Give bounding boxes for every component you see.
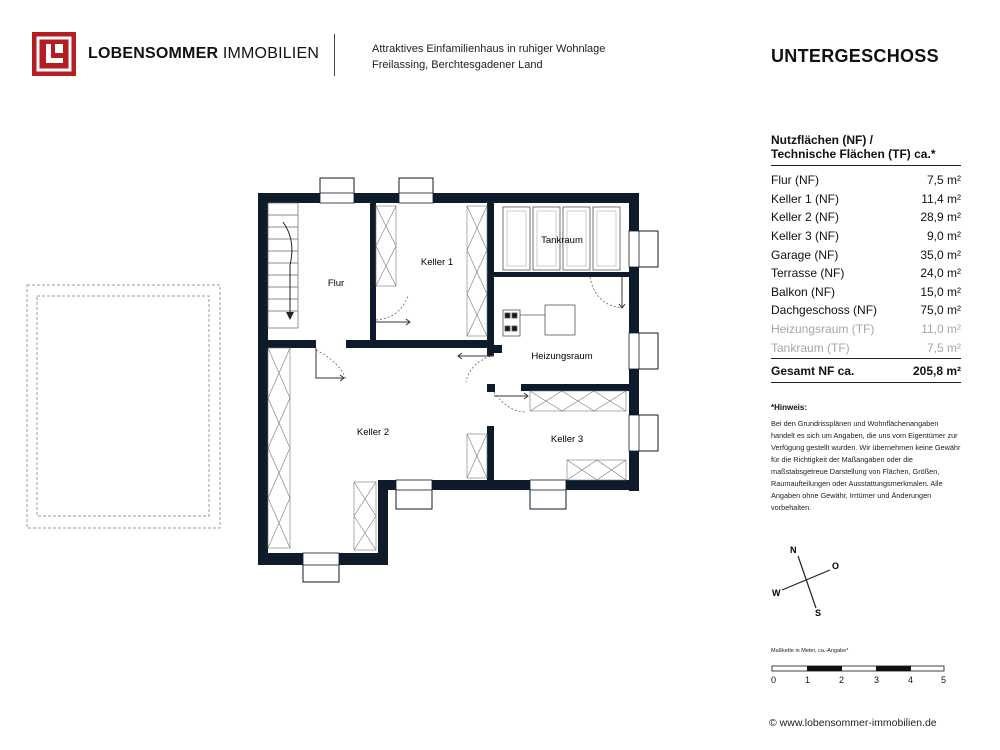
area-row-tankraum: Tankraum (TF) 7,5 m² <box>771 340 961 355</box>
scale-tick-2: 2 <box>839 675 845 685</box>
area-row-dachgeschoss: Dachgeschoss (NF) 75,0 m² <box>771 302 961 317</box>
room-label-keller3: Keller 3 <box>550 434 584 445</box>
areas-heading: Nutzflächen (NF) / Technische Flächen (TF) ca.* <box>771 133 936 161</box>
scale-tick-0: 0 <box>771 675 777 685</box>
subtitle-line-1: Attraktives Einfamilienhaus in ruhiger Wohnlage <box>372 43 606 55</box>
room-label-keller1: Keller 1 <box>420 257 454 268</box>
area-row-keller1: Keller 1 (NF) 11,4 m² <box>771 191 961 206</box>
table-rule-total <box>771 358 961 359</box>
brand-name: LOBENSOMMER IMMOBILIEN <box>88 45 320 62</box>
compass-n: N <box>790 545 797 555</box>
scale-tick-3: 3 <box>874 675 880 685</box>
page-title: UNTERGESCHOSS <box>771 46 939 66</box>
compass-o: O <box>832 561 840 571</box>
room-label-tankraum: Tankraum <box>541 235 583 246</box>
room-label-heizungsraum: Heizungsraum <box>531 351 593 362</box>
table-rule-top <box>771 165 961 166</box>
compass-rose-icon <box>782 556 830 608</box>
hint-title: *Hinweis: <box>771 403 808 412</box>
area-row-garage: Garage (NF) 35,0 m² <box>771 247 961 262</box>
staircase <box>268 203 298 328</box>
dashed-outline <box>27 285 220 528</box>
scale-label: Maßkette in Meter, ca.-Angabe* <box>771 648 849 654</box>
area-row-balkon: Balkon (NF) 15,0 m² <box>771 284 961 299</box>
area-row-terrasse: Terrasse (NF) 24,0 m² <box>771 265 961 280</box>
area-row-flur: Flur (NF) 7,5 m² <box>771 172 961 187</box>
scale-tick-1: 1 <box>805 675 811 685</box>
area-row-keller2: Keller 2 (NF) 28,9 m² <box>771 209 961 224</box>
area-row-keller3: Keller 3 (NF) 9,0 m² <box>771 228 961 243</box>
hint-text: Bei den Grundrissplänen und Wohnflächenangaben handelt es sich um Angaben, die uns vom Eigentümer zur Verfügung gestellt wurden. Wir übernehmen keine Gewähr für die Richtigkeit der Maßangaben oder die maßstabsgetreue Darstellung von Flächen, Größen, Raumaufteilungen oder Ausstattungsmerkmalen. Alle Angaben ohne Gewähr, Irrtümer und Änderungen vorbehalten. <box>771 419 961 512</box>
subtitle-line-2: Freilassing, Berchtesgadener Land <box>372 59 543 71</box>
scale-tick-5: 5 <box>941 675 947 685</box>
compass-w: W <box>772 588 781 598</box>
room-label-flur: Flur <box>327 278 345 289</box>
copyright-link[interactable]: © www.lobensommer-immobilien.de <box>769 717 937 729</box>
compass-s: S <box>815 608 822 618</box>
area-row-total: Gesamt NF ca. 205,8 m² <box>771 363 961 378</box>
scale-bar <box>770 664 950 674</box>
area-row-heizungsraum: Heizungsraum (TF) 11,0 m² <box>771 321 961 336</box>
room-label-keller2: Keller 2 <box>356 427 390 438</box>
scale-tick-4: 4 <box>908 675 914 685</box>
heating-equipment <box>503 305 575 336</box>
compass <box>768 538 848 618</box>
table-rule-bottom <box>771 382 961 383</box>
door-arrows <box>316 277 625 399</box>
